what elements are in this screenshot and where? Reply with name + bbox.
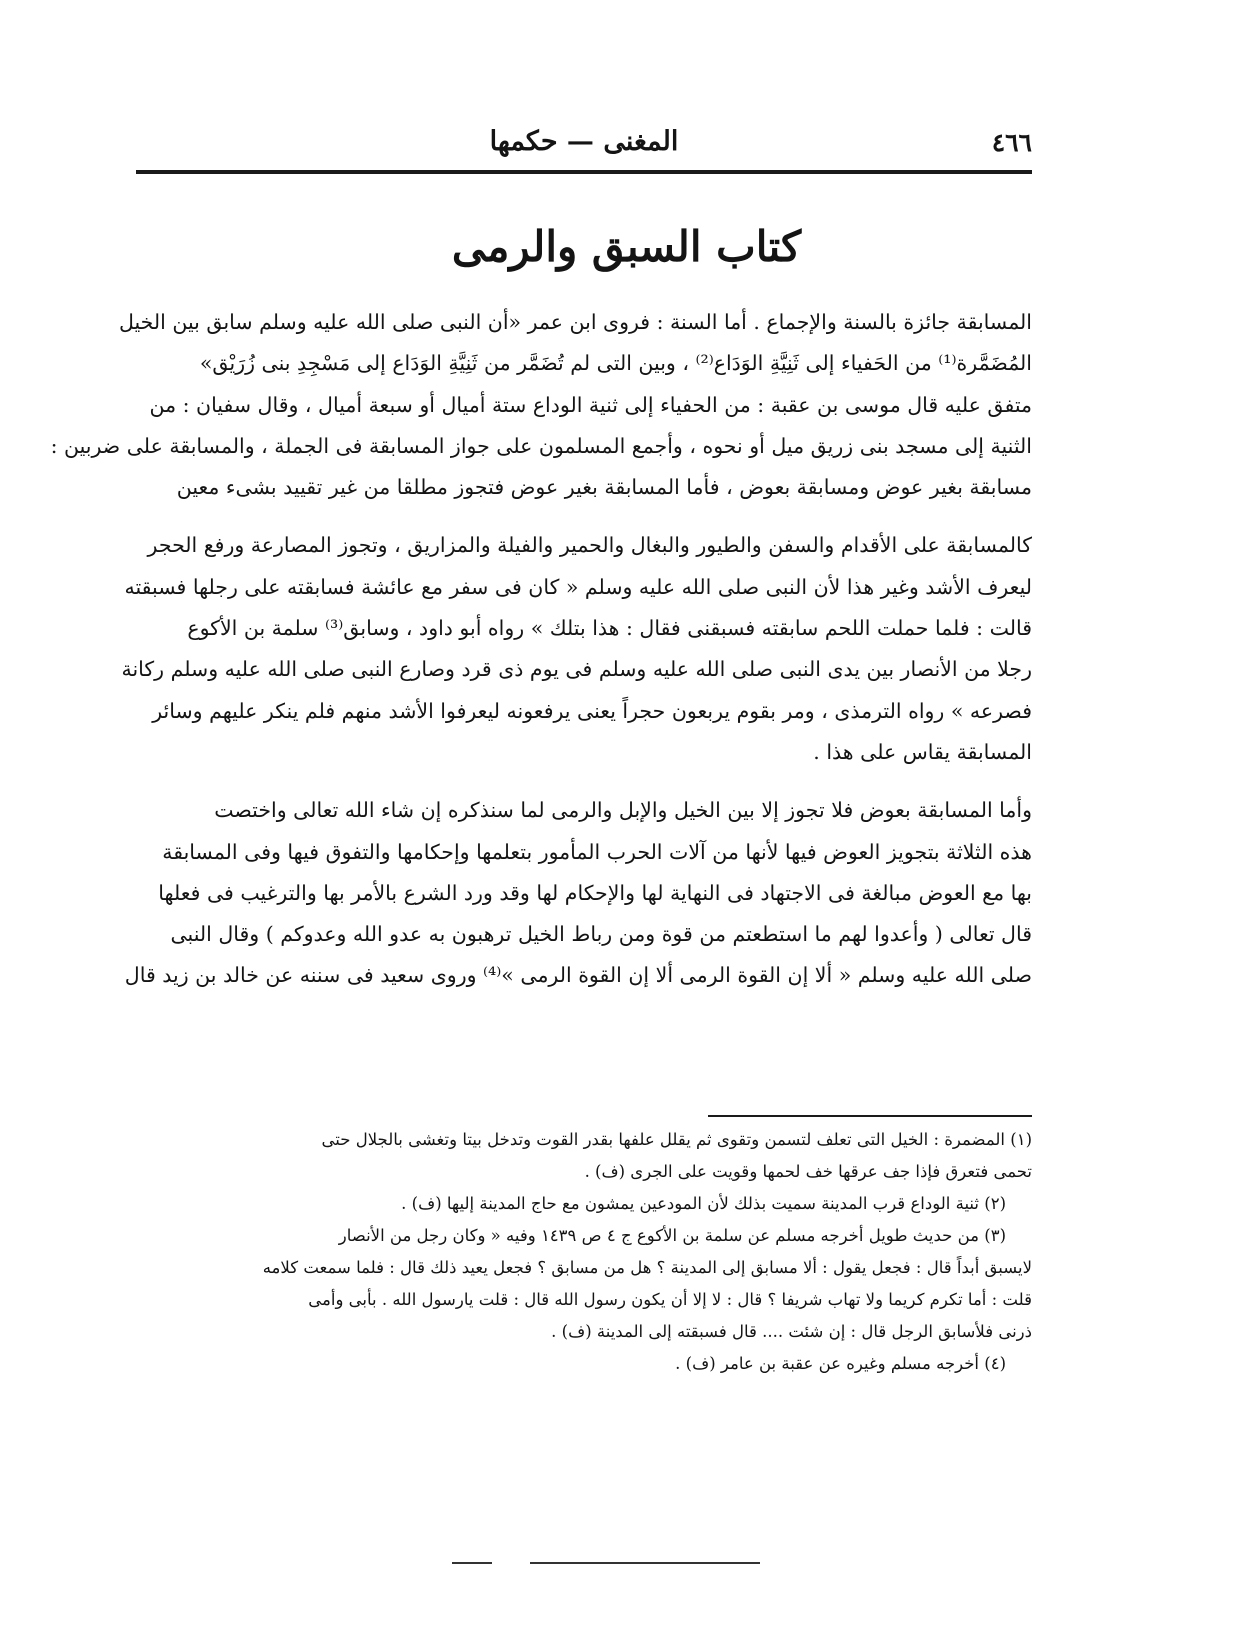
- footnote-line: لايسبق أبداً قال : فجعل يقول : ألا مسابق إلى المدينة ؟ هل من مسابق ؟ فجعل يعيد ذلك قال : فلما سمعت كلامه: [262, 1258, 1032, 1277]
- text-line: رجلا من الأنصار بين يدى النبى صلى الله عليه وسلم فى يوم ذى قرد وصارع النبى صلى الله عليه وسلم ركانة: [121, 657, 1032, 682]
- text-line: كالمسابقة على الأقدام والسفن والطيور والبغال والحمير والفيلة والمزاريق ، وتجوز المصارعة ورفع الحجر: [147, 533, 1032, 558]
- footnote-line: ذرنى فلأسابق الرجل قال : إن شئت .... قال فسبقته إلى المدينة (ف) .: [551, 1322, 1032, 1341]
- text-line: الثنية إلى مسجد بنى زريق ميل أو نحوه ، وأجمع المسلمون على جواز المسابقة فى الجملة ، والمسابقة على ضربين :: [50, 433, 1032, 458]
- footnote: [136, 1220, 1032, 1348]
- text-line: قال تعالى ( وأعدوا لهم ما استطعتم من قوة ومن رباط الخيل ترهبون به عدو الله وعدوكم ) وقال النبى: [170, 922, 1032, 947]
- text-line: فصرعه » رواه الترمذى ، ومر بقوم يربعون حجراً يعنى يرفعونه ليعرفوا الأشد منهم فلم ينكر عليهم وسائر: [152, 698, 1032, 723]
- text-line: مسابقة بغير عوض ومسابقة بعوض ، فأما المسابقة بغير عوض فتجوز مطلقا من غير تقييد بشىء معين: [176, 475, 1032, 500]
- paragraph: [50, 302, 1032, 508]
- header-rule: [136, 170, 1032, 174]
- text-line: صلى الله عليه وسلم « ألا إن القوة الرمى ألا إن القوة الرمى »⁽⁴⁾ وروى سعيد فى سننه عن خالد بن زيد قال: [124, 963, 1032, 988]
- footnote-line: قلت : أما تكرم كريما ولا تهاب شريفا ؟ قال : لا إلا أن يكون رسول الله قال : قلت يارسول الله . بأبى وأمى: [308, 1290, 1032, 1309]
- text-line: ليعرف الأشد وغير هذا لأن النبى صلى الله عليه وسلم « كان فى سفر مع عائشة فسابقته على رجلها فسبقته: [124, 574, 1032, 599]
- bottom-mark: [530, 1562, 760, 1564]
- page-header: [136, 118, 1032, 170]
- footnote: [136, 1124, 1032, 1188]
- footnote-rule: [708, 1115, 1032, 1117]
- page-number: ٤٦٦: [991, 128, 1032, 157]
- footnotes: [136, 1124, 1032, 1380]
- footnote-line: (٤) أخرجه مسلم وغيره عن عقبة بن عامر (ف) .: [675, 1354, 1006, 1373]
- bottom-mark: [452, 1562, 492, 1564]
- body-text: [50, 302, 1032, 997]
- text-line: المُضَمَّرة⁽¹⁾ من الحَفياء إلى ثَنِيَّةِ الوَدَاع⁽²⁾ ، وبين التى لم تُضَمَّر من ثَنِيَّةِ الوَدَاع إلى مَسْجِدِ بنى زُرَيْق»: [199, 351, 1032, 376]
- footnote-line: (٢) ثنية الوداع قرب المدينة سميت بذلك لأن المودعين يمشون مع حاج المدينة إليها (ف) .: [401, 1194, 1006, 1213]
- running-title: المغنى — حكمها: [489, 126, 679, 157]
- text-line: متفق عليه قال موسى بن عقبة : من الحفياء إلى ثنية الوداع ستة أميال أو سبعة أميال ، وقال سفيان : من: [149, 392, 1032, 417]
- footnote-line: (٣) من حديث طويل أخرجه مسلم عن سلمة بن الأكوع ج ٤ ص ١٤٣٩ وفيه « وكان رجل من الأنصار: [338, 1226, 1006, 1245]
- text-line: المسابقة يقاس على هذا .: [813, 739, 1032, 764]
- footnote-line: تحمى فتعرق فإذا جف عرقها خف لحمها وقويت على الجرى (ف) .: [584, 1162, 1032, 1181]
- footnote: [136, 1188, 1032, 1220]
- text-line: المسابقة جائزة بالسنة والإجماع . أما السنة : فروى ابن عمر «أن النبى صلى الله عليه وسلم سابق بين الخيل: [118, 310, 1032, 334]
- text-line: بها مع العوض مبالغة فى الاجتهاد فى النهاية لها والإحكام لها وقد ورد الشرع بالأمر بها والترغيب فى فعلها: [158, 880, 1032, 905]
- footnote-line: (١) المضمرة : الخيل التى تعلف لتسمن وتقوى ثم يقلل علفها بقدر القوت وتدخل بيتا وتغشى بالجلال حتى: [321, 1130, 1032, 1149]
- text-line: هذه الثلاثة بتجويز العوض فيها لأنها من آلات الحرب المأمور بتعلمها وإحكامها والتفوق فيها وفى المسابقة: [162, 839, 1032, 864]
- chapter-title: كتاب السبق والرمى: [451, 222, 802, 271]
- paragraph: [124, 790, 1032, 996]
- paragraph: [121, 525, 1032, 773]
- text-line: وأما المسابقة بعوض فلا تجوز إلا بين الخيل والإبل والرمى لما سنذكره إن شاء الله تعالى واختصت: [214, 798, 1032, 823]
- footnote: [136, 1348, 1032, 1380]
- text-line: قالت : فلما حملت اللحم سابقته فسبقنى فقال : هذا بتلك » رواه أبو داود ، وسابق⁽³⁾ سلمة بن الأكوع: [187, 616, 1032, 641]
